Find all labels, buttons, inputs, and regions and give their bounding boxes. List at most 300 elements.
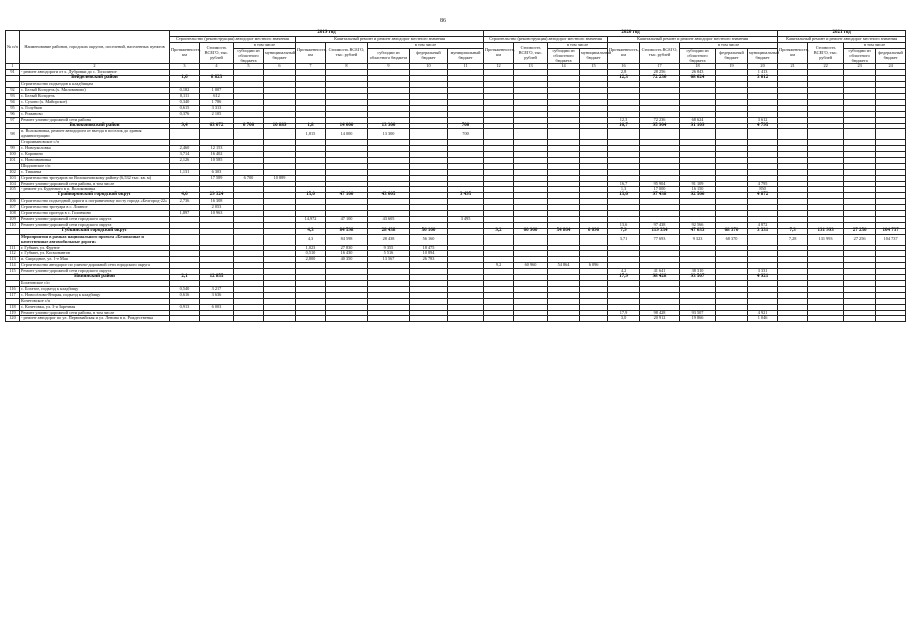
table-cell: 97 438 xyxy=(640,222,680,228)
table-cell xyxy=(716,316,748,322)
row-name: Ремонт улично-дорожной сети района xyxy=(20,117,170,123)
table-cell: 10 889 xyxy=(264,175,296,181)
table-cell xyxy=(876,129,906,140)
column-number: 12 xyxy=(484,64,514,70)
table-cell xyxy=(448,234,484,245)
table-cell: 20 912 xyxy=(640,316,680,322)
row-name: с. Белый Колодезь (х. Милованово) xyxy=(20,88,170,94)
table-cell xyxy=(608,129,640,140)
row-number: 100 xyxy=(6,152,20,158)
header-incl: в том числе xyxy=(548,42,608,48)
column-number: 16 xyxy=(608,64,640,70)
header-incl: в том числе xyxy=(234,42,296,48)
table-cell: 119 334 xyxy=(640,228,680,234)
table-cell xyxy=(484,129,514,140)
row-name: х. Голубков xyxy=(20,105,170,111)
table-cell: 7,3 xyxy=(778,228,808,234)
row-number: 116 xyxy=(6,286,20,292)
table-cell: 68 624 xyxy=(680,76,716,82)
row-number: 104 xyxy=(6,181,20,187)
header-municipal: муниципальный бюджет xyxy=(748,48,778,64)
header-name: Наименование районов, городских округов, поселений, населенных пунктов xyxy=(20,31,170,64)
table-cell: 10 894 xyxy=(410,251,448,257)
table-cell: 850 xyxy=(748,187,778,193)
table-cell: 3 612 xyxy=(748,117,778,123)
row-name: Староивановское с/п xyxy=(20,140,170,146)
row-name: Строительство проезда в с. Головчино xyxy=(20,211,170,217)
column-number: 18 xyxy=(680,64,716,70)
row-number: 107 xyxy=(6,205,20,211)
table-cell: 54 864 xyxy=(548,228,580,234)
table-body xyxy=(6,70,906,322)
table-cell xyxy=(170,234,200,245)
table-cell: 98 428 xyxy=(640,275,680,281)
row-number: 114 xyxy=(6,263,20,269)
table-cell: 43 605 xyxy=(368,193,410,199)
table-cell: 1,3 xyxy=(608,187,640,193)
table-cell: 16,7 xyxy=(608,181,640,187)
header-subsidy: субсидии из областного бюджета xyxy=(680,48,716,64)
header-year-2021: 2021 год xyxy=(778,31,906,37)
table-cell: 41 641 xyxy=(640,269,680,275)
table-cell: 60 960 xyxy=(514,228,548,234)
row-number: 103 xyxy=(6,175,20,181)
row-number xyxy=(6,234,20,245)
table-cell: 0,340 xyxy=(170,99,200,105)
row-name: Ремонт улично-дорожной сети района, в том числе xyxy=(20,181,170,187)
table-cell xyxy=(680,129,716,140)
row-name: п. Скородное, ул. 1-е Мая xyxy=(20,257,170,263)
header-municipal: муниципальный бюджет xyxy=(448,48,484,64)
table-cell: 12,3 xyxy=(608,117,640,123)
table-cell xyxy=(548,234,580,245)
column-number: 23 xyxy=(844,64,876,70)
table-cell: 9 355 xyxy=(368,245,410,251)
column-number: 22 xyxy=(808,64,844,70)
table-cell: 60 960 xyxy=(514,263,548,269)
row-number: 118 xyxy=(6,304,20,310)
table-cell xyxy=(448,316,484,322)
table-cell: 6 303 xyxy=(200,169,234,175)
table-cell: 131 993 xyxy=(808,228,844,234)
table-cell: 10 963 xyxy=(200,211,234,217)
table-cell: 3 495 xyxy=(448,193,484,199)
table-cell: 56 160 xyxy=(410,234,448,245)
column-number: 10 xyxy=(410,64,448,70)
table-cell: 2 105 xyxy=(200,111,234,117)
table-row xyxy=(6,316,906,322)
header-municipal: муниципальный бюджет xyxy=(580,48,608,64)
row-number: 112 xyxy=(6,251,20,257)
table-cell xyxy=(640,129,680,140)
table-cell xyxy=(200,234,234,245)
table-cell: 104 737 xyxy=(876,228,906,234)
row-name: Ремонт улично-дорожной сети городского округа xyxy=(20,269,170,275)
table-cell: 2,8 xyxy=(608,70,640,76)
table-cell xyxy=(484,316,514,322)
table-cell: 2,460 xyxy=(170,146,200,152)
column-number: 20 xyxy=(748,64,778,70)
row-name: с. Новосёлово-Вторая, подъезд к кладбищу xyxy=(20,292,170,298)
header-year-2020: 2020 год xyxy=(484,31,778,37)
table-cell: 28 256 xyxy=(640,70,680,76)
table-cell xyxy=(716,129,748,140)
header-municipal: муниципальный бюджет xyxy=(264,48,296,64)
table-cell: 95 904 xyxy=(640,123,680,129)
table-cell: 4 795 xyxy=(748,123,778,129)
table-cell: 98 428 xyxy=(640,310,680,316)
table-cell: 95 904 xyxy=(640,181,680,187)
table-cell xyxy=(264,234,296,245)
row-name: с. Белый Колодезь xyxy=(20,93,170,99)
table-cell: 77 693 xyxy=(640,234,680,245)
table-cell: 12 153 xyxy=(200,146,234,152)
table-cell: 72 236 xyxy=(640,117,680,123)
table-cell: 38 310 xyxy=(680,269,716,275)
table-cell: 104 737 xyxy=(876,234,906,245)
header-length: Протяженность, км xyxy=(608,42,640,64)
table-cell: 40 350 xyxy=(326,257,368,263)
table-cell: 13 300 xyxy=(368,123,410,129)
table-cell: 47 100 xyxy=(326,217,368,223)
table-row xyxy=(6,129,906,140)
table-cell: 4,2 xyxy=(608,269,640,275)
row-name: - ремонт ул. Буденного в п. Волоконовка xyxy=(20,187,170,193)
table-cell xyxy=(778,129,808,140)
table-cell: 13 567 xyxy=(368,257,410,263)
header-cost: Стоимость ВСЕГО, тыс. рублей xyxy=(640,42,680,64)
table-cell: 54 864 xyxy=(548,263,580,269)
column-number: 13 xyxy=(514,64,548,70)
row-number: 105 xyxy=(6,187,20,193)
column-number: 2 xyxy=(20,64,170,70)
row-number: 106 xyxy=(6,199,20,205)
table-cell: 1,8 xyxy=(296,123,326,129)
table-cell: 9,2 xyxy=(484,228,514,234)
table-cell: 0,111 xyxy=(170,93,200,99)
table-cell: 10 889 xyxy=(264,123,296,129)
table-cell: 8 823 xyxy=(200,76,234,82)
row-number: 101 xyxy=(6,157,20,163)
header-length: Протяженность, км xyxy=(484,42,514,64)
table-cell: 3,0 xyxy=(608,316,640,322)
table-cell: 9 323 xyxy=(680,234,716,245)
table-cell: 27 256 xyxy=(844,234,876,245)
table-cell xyxy=(200,316,234,322)
row-number: 111 xyxy=(6,245,20,251)
row-number: 109 xyxy=(6,217,20,223)
header-repair-2020: Капитальный ремонт и ремонт автодорог местного значения xyxy=(608,36,778,42)
table-cell: 1,897 xyxy=(170,211,200,217)
column-number: 3 xyxy=(170,64,200,70)
column-number: 1 xyxy=(6,64,20,70)
table-cell: 4,3 xyxy=(296,228,326,234)
table-cell: 84 598 xyxy=(326,234,368,245)
row-name: Строительство тротуара в с. Ломное xyxy=(20,205,170,211)
table-cell xyxy=(514,129,548,140)
column-number: 14 xyxy=(548,64,580,70)
table-cell: 3,714 xyxy=(170,152,200,158)
table-cell: 2 053 xyxy=(200,205,234,211)
row-name: с. Коровино xyxy=(20,152,170,158)
table-cell: 6 700 xyxy=(234,175,264,181)
table-cell: 18 475 xyxy=(410,245,448,251)
header-subsidy: субсидии из областного бюджета xyxy=(548,48,580,64)
row-name: - ремонт автодороги от х. Дубровки до с. Тополиное xyxy=(20,70,170,76)
table-cell: 3 636 xyxy=(200,292,234,298)
table-cell: 0,616 xyxy=(170,292,200,298)
table-cell xyxy=(514,234,548,245)
table-cell: 91 109 xyxy=(680,181,716,187)
row-name: с. Тишанка xyxy=(20,169,170,175)
table-cell xyxy=(514,316,548,322)
table-cell: 12,3 xyxy=(608,76,640,82)
table-row xyxy=(6,234,906,245)
row-number: 96 xyxy=(6,111,20,117)
table-cell: 2,126 xyxy=(170,157,200,163)
table-cell xyxy=(170,129,200,140)
table-cell xyxy=(234,129,264,140)
table-cell: 700 xyxy=(448,129,484,140)
table-cell: 17,9 xyxy=(608,275,640,281)
roads-program-table xyxy=(5,30,906,322)
row-name: Ремонт улично-дорожной сети городского округа xyxy=(20,222,170,228)
table-cell xyxy=(808,316,844,322)
row-name: Вейделевский район xyxy=(20,76,170,82)
table-cell: 91 109 xyxy=(680,123,716,129)
table-cell xyxy=(170,316,200,322)
header-num: № п/п xyxy=(6,31,20,64)
table-cell: 2,1 xyxy=(170,275,200,281)
table-cell: 612 xyxy=(200,93,234,99)
table-cell: 16 150 xyxy=(680,187,716,193)
row-number: 110 xyxy=(6,222,20,228)
table-cell: 92 566 xyxy=(680,222,716,228)
row-name: Ремонт улично-дорожной сети района, в том числе xyxy=(20,310,170,316)
row-name: с. Романово xyxy=(20,111,170,117)
table-cell: 6 700 xyxy=(234,123,264,129)
table-cell: 4 872 xyxy=(748,222,778,228)
table-cell: 3 331 xyxy=(748,269,778,275)
column-number: 4 xyxy=(200,64,234,70)
row-name: Мероприятия в рамках национального проекта «Безопасные и качественные автомобильные дороги» xyxy=(20,234,170,245)
row-name: с. Новоивановка xyxy=(20,157,170,163)
row-name: с. Сухоно (х. Майорское) xyxy=(20,99,170,105)
header-incl: в том числе xyxy=(680,42,778,48)
table-cell xyxy=(264,316,296,322)
table-cell: 16,7 xyxy=(608,123,640,129)
table-cell: 1,023 xyxy=(296,245,326,251)
table-cell xyxy=(844,316,876,322)
header-incl: в том числе xyxy=(368,42,484,48)
column-number: 8 xyxy=(326,64,368,70)
table-cell: 1 007 xyxy=(200,88,234,94)
table-cell: 4 921 xyxy=(748,275,778,281)
table-cell: 15,0 xyxy=(296,193,326,199)
header-subsidy: субсидии из областного бюджета xyxy=(234,48,264,64)
table-cell: 26 843 xyxy=(680,70,716,76)
table-cell: 16 402 xyxy=(200,152,234,158)
table-cell: 1,6 xyxy=(170,76,200,82)
header-cost: Стоимость ВСЕГО, тыс. рублей xyxy=(514,42,548,64)
table-cell xyxy=(326,316,368,322)
row-number: 119 xyxy=(6,310,20,316)
table-cell: 26 783 xyxy=(410,257,448,263)
table-cell: 27 830 xyxy=(326,245,368,251)
row-number: 120 xyxy=(6,316,20,322)
table-cell: 72 236 xyxy=(640,76,680,82)
column-number: 5 xyxy=(234,64,264,70)
table-cell: 29 324 xyxy=(200,193,234,199)
header-cost: Стоимость ВСЕГО, тыс. рублей xyxy=(326,42,368,64)
table-cell: 17,9 xyxy=(608,310,640,316)
header-length: Протяженность, км xyxy=(778,42,808,64)
column-number: 24 xyxy=(876,64,906,70)
table-cell: 7,28 xyxy=(778,234,808,245)
table-cell: 28 438 xyxy=(368,228,410,234)
header-subsidy: субсидии из областного бюджета xyxy=(844,48,876,64)
table-cell: 3 217 xyxy=(200,286,234,292)
row-name: Кочетовское с/п xyxy=(20,298,170,304)
header-incl: в том числе xyxy=(844,42,906,48)
column-number: 15 xyxy=(580,64,608,70)
header-cost: Стоимость ВСЕГО, тыс. рублей xyxy=(200,42,234,64)
row-number: 92 xyxy=(6,88,20,94)
row-number: 117 xyxy=(6,292,20,298)
table-cell: 19 866 xyxy=(680,316,716,322)
header-federal: федеральный бюджет xyxy=(410,48,448,64)
column-number: 21 xyxy=(778,64,808,70)
header-repair-2021: Капитальный ремонт и ремонт автодорог местного значения xyxy=(778,36,906,42)
table-cell: 4 795 xyxy=(748,181,778,187)
column-number: 11 xyxy=(448,64,484,70)
row-name: - ремонт автодорог по ул. Первомайская и ул. Ленина в п. Рождественка xyxy=(20,316,170,322)
header-federal: федеральный бюджет xyxy=(716,48,748,64)
table-cell: 3 313 xyxy=(200,105,234,111)
table-cell: 63 072 xyxy=(200,123,234,129)
table-cell: 17 000 xyxy=(640,187,680,193)
table-cell: 4,3 xyxy=(296,234,326,245)
table-cell: 7,9 xyxy=(608,228,640,234)
table-cell xyxy=(234,316,264,322)
table-cell: 6 096 xyxy=(580,263,608,269)
table-cell: 3,71 xyxy=(608,234,640,245)
row-name: Строительство подъездной дороги к пограничному посту города «Белгород-22» xyxy=(20,199,170,205)
table-cell: 68 370 xyxy=(716,234,748,245)
column-number: 7 xyxy=(296,64,326,70)
table-cell xyxy=(548,129,580,140)
table-cell: 68 624 xyxy=(680,117,716,123)
row-name: г. Губкин, ул. Фрунзе xyxy=(20,245,170,251)
table-cell: 0,182 xyxy=(170,88,200,94)
table-cell: 3 612 xyxy=(748,76,778,82)
table-cell: 0,540 xyxy=(170,286,200,292)
table-cell: 0,510 xyxy=(296,251,326,257)
header-build-2019: Строительство (реконструкция) автодорог местного значения xyxy=(170,36,296,42)
row-number: 113 xyxy=(6,257,20,263)
header-repair-2019: Капитальный ремонт и ремонт автодорог местного значения xyxy=(296,36,484,42)
row-number: 91 xyxy=(6,70,20,76)
table-cell: 92 566 xyxy=(680,193,716,199)
table-cell xyxy=(264,129,296,140)
table-cell: 14 000 xyxy=(326,123,368,129)
table-cell: 13,6 xyxy=(608,193,640,199)
row-name: Волоконовский район xyxy=(20,123,170,129)
table-cell: 56 160 xyxy=(410,228,448,234)
table-cell xyxy=(410,129,448,140)
row-name: Ремонт улично-дорожной сети городского округа xyxy=(20,217,170,223)
table-cell: 1 786 xyxy=(200,99,234,105)
table-cell: 27 256 xyxy=(844,228,876,234)
table-cell: 0,913 xyxy=(170,304,200,310)
row-name: Грайворонский городской округ xyxy=(20,193,170,199)
header-length: Протяженность, км xyxy=(296,42,326,64)
column-number: 19 xyxy=(716,64,748,70)
table-cell xyxy=(296,316,326,322)
table-cell: 93 507 xyxy=(680,275,716,281)
table-cell: 28 438 xyxy=(368,234,410,245)
table-cell: 2,736 xyxy=(170,199,200,205)
table-cell: 1,815 xyxy=(296,129,326,140)
table-cell: 4 921 xyxy=(748,310,778,316)
row-name: Богатовское с/п xyxy=(20,280,170,286)
table-cell xyxy=(580,129,608,140)
table-cell: 13 300 xyxy=(368,129,410,140)
table-cell: 700 xyxy=(448,123,484,129)
table-cell: 1 046 xyxy=(748,316,778,322)
table-cell xyxy=(876,316,906,322)
row-name: Ивнянский район xyxy=(20,275,170,281)
row-name: Строительство автодорог по улично-дорожной сети городского округа xyxy=(20,263,170,269)
table-cell: 131 993 xyxy=(808,234,844,245)
table-cell: 0,615 xyxy=(170,105,200,111)
table-cell: 14 000 xyxy=(326,129,368,140)
header-subsidy: субсидии из областного бюджета xyxy=(368,48,410,64)
row-name: с. Новоуколовка xyxy=(20,146,170,152)
table-cell: 97 438 xyxy=(640,193,680,199)
table-cell xyxy=(580,316,608,322)
table-cell xyxy=(844,129,876,140)
table-cell: 4 872 xyxy=(748,193,778,199)
table-cell xyxy=(368,316,410,322)
row-name: п. Волоконовка, ремонт автодороги от въезда в поселок до здания администрации xyxy=(20,129,170,140)
table-cell: 2,800 xyxy=(296,257,326,263)
table-cell: 47 633 xyxy=(680,228,716,234)
row-number: 98 xyxy=(6,129,20,140)
table-cell xyxy=(234,234,264,245)
table-cell xyxy=(580,234,608,245)
table-cell: 6 096 xyxy=(580,228,608,234)
row-name: Губкинский городской округ xyxy=(20,228,170,234)
row-number: 94 xyxy=(6,99,20,105)
table-cell: 47 100 xyxy=(326,193,368,199)
column-number: 9 xyxy=(368,64,410,70)
table-cell: 12 855 xyxy=(200,275,234,281)
table-cell xyxy=(484,234,514,245)
table-cell: 6 003 xyxy=(200,304,234,310)
header-year-2019: 2019 год xyxy=(170,31,484,37)
table-cell: 13,6 xyxy=(608,222,640,228)
table-cell: 14,972 xyxy=(296,217,326,223)
row-name: Строительство тротуаров по Волоконовскому району (6,532 тыс. кв. м) xyxy=(20,175,170,181)
column-number: 6 xyxy=(264,64,296,70)
table-cell xyxy=(778,316,808,322)
table-cell xyxy=(748,234,778,245)
header-federal: федеральный бюджет xyxy=(876,48,906,64)
header-cost: Стоимость ВСЕГО, тыс. рублей xyxy=(808,42,844,64)
column-number: 17 xyxy=(640,64,680,70)
table-cell xyxy=(548,316,580,322)
